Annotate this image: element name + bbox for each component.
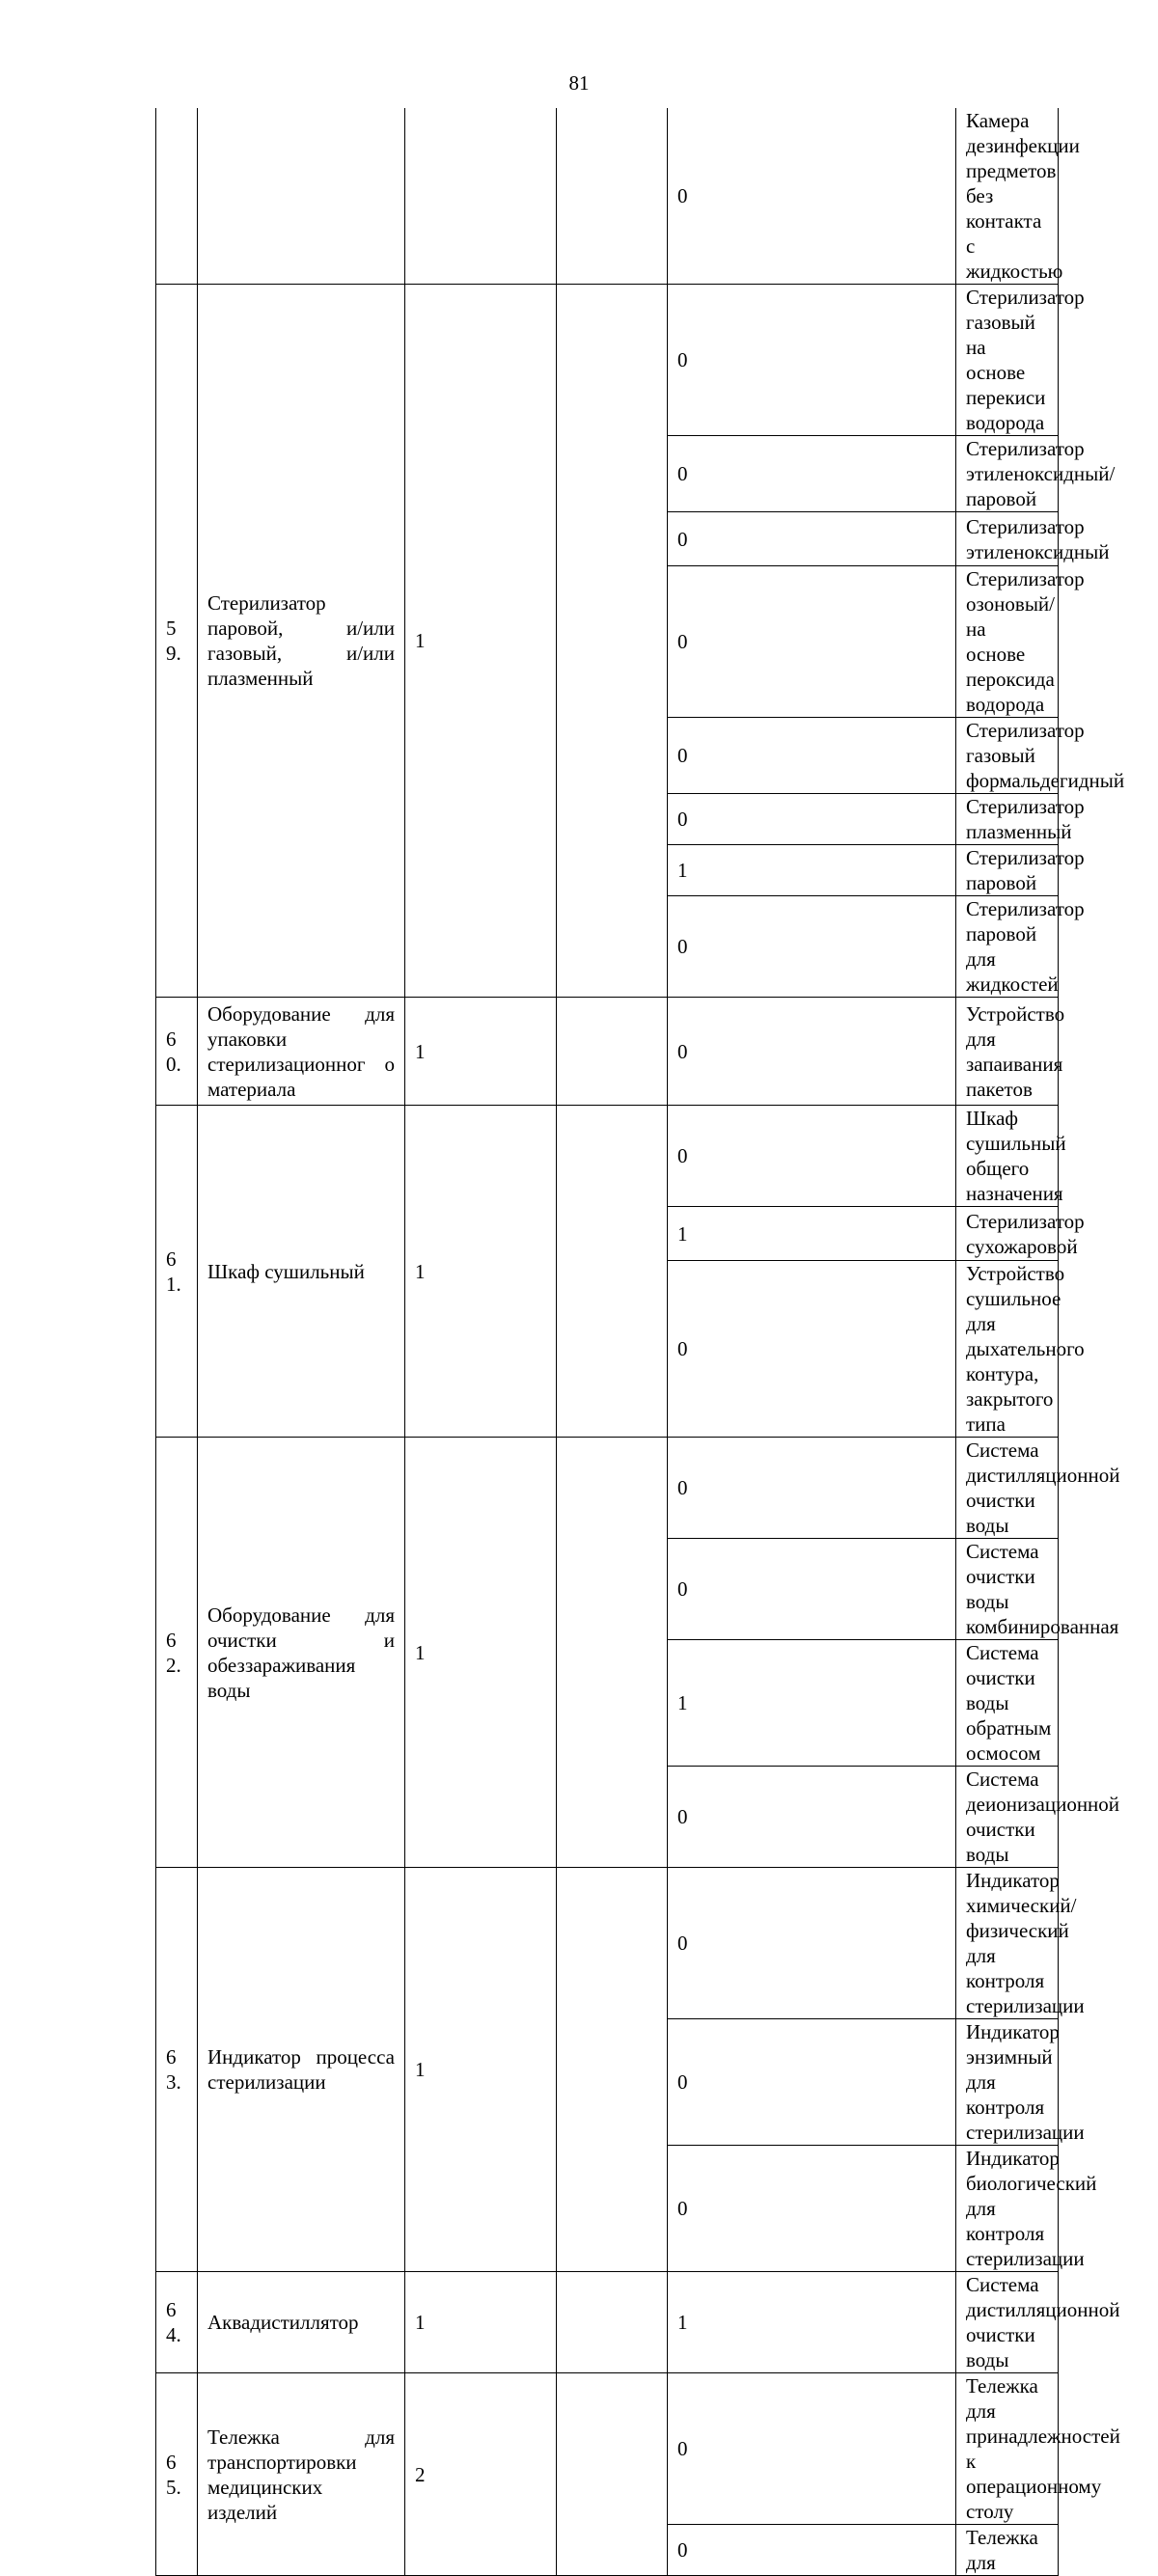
row-number (156, 108, 198, 285)
equipment-name: Индикатор процесса стерилизации (198, 1868, 405, 2272)
item-description: Устройство для запаивания пакетов (956, 998, 1059, 1106)
item-description: Стерилизатор этиленоксидный (956, 512, 1059, 566)
page-number: 81 (568, 71, 590, 95)
empty-cell (557, 1106, 668, 1438)
item-flag: 0 (668, 2019, 956, 2146)
item-description: Стерилизатор этиленоксидный/паровой (956, 436, 1059, 512)
item-description: Тележка для (956, 2525, 1059, 2576)
equipment-quantity: 1 (405, 2272, 557, 2373)
item-description: Шкаф сушильный общего назначения (956, 1106, 1059, 1207)
equipment-name (198, 108, 405, 285)
item-flag: 1 (668, 1640, 956, 1767)
table-row (156, 108, 1059, 285)
equipment-table (155, 108, 1125, 2576)
equipment-name: Стерилизатор паровой, и/или газовый, и/или плазменный (198, 285, 405, 998)
item-description: Индикатор химический/физический для контроля стерилизации (956, 1868, 1059, 2019)
equipment-name: Оборудование для упаковки стерилизационног о материала (198, 998, 405, 1106)
equipment-name: Аквадистиллятор (198, 2272, 405, 2373)
equipment-quantity: 1 (405, 1438, 557, 1868)
empty-cell (557, 2272, 668, 2373)
item-description: Система очистки воды обратным осмосом (956, 1640, 1059, 1767)
item-description: Система деионизационной очистки воды (956, 1767, 1059, 1868)
table-row (156, 1106, 1059, 1207)
row-number: 6 2. (156, 1438, 198, 1868)
item-description: Стерилизатор газовый на основе перекиси водорода (956, 285, 1059, 436)
equipment-quantity: 1 (405, 285, 557, 998)
item-flag: 0 (668, 998, 956, 1106)
item-flag: 0 (668, 2146, 956, 2272)
row-number: 6 3. (156, 1868, 198, 2272)
item-description: Стерилизатор паровой для жидкостей (956, 896, 1059, 998)
table-row (156, 285, 1059, 436)
equipment-quantity: 1 (405, 1868, 557, 2272)
item-flag: 0 (668, 566, 956, 718)
item-flag: 1 (668, 1207, 956, 1261)
row-number: 6 5. (156, 2373, 198, 2576)
table-row (156, 1438, 1059, 1539)
item-flag: 0 (668, 436, 956, 512)
empty-cell (557, 1868, 668, 2272)
equipment-quantity: 1 (405, 998, 557, 1106)
equipment-name: Тележка для транспортировки медицинских изделий (198, 2373, 405, 2576)
item-flag: 0 (668, 1539, 956, 1640)
empty-cell (557, 108, 668, 285)
item-flag: 0 (668, 1438, 956, 1539)
item-flag: 0 (668, 512, 956, 566)
item-flag: 0 (668, 794, 956, 845)
table-body (156, 108, 1125, 2576)
item-description: Стерилизатор плазменный (956, 794, 1059, 845)
item-description: Стерилизатор газовый формальдегидный (956, 718, 1059, 794)
table-row (156, 1868, 1059, 2019)
equipment-quantity (405, 108, 557, 285)
empty-cell (557, 1438, 668, 1868)
row-number: 6 0. (156, 998, 198, 1106)
equipment-quantity: 1 (405, 1106, 557, 1438)
item-description: Стерилизатор сухожаровой (956, 1207, 1059, 1261)
item-flag: 0 (668, 1767, 956, 1868)
item-description: Система дистилляционной очистки воды (956, 2272, 1059, 2373)
item-flag: 0 (668, 285, 956, 436)
item-flag: 1 (668, 2272, 956, 2373)
item-description: Индикатор биологический для контроля стерилизации (956, 2146, 1059, 2272)
table-row (156, 998, 1059, 1106)
item-description: Камера дезинфекции предметов без контакта с жидкостью (956, 108, 1059, 285)
item-description: Устройство сушильное для дыхательного контура, закрытого типа (956, 1261, 1059, 1438)
equipment-name: Оборудование для очистки и обеззараживания воды (198, 1438, 405, 1868)
row-number: 6 4. (156, 2272, 198, 2373)
item-description: Индикатор энзимный для контроля стерилизации (956, 2019, 1059, 2146)
row-number: 6 1. (156, 1106, 198, 1438)
item-description: Стерилизатор озоновый/на основе пероксида водорода (956, 566, 1059, 718)
item-description: Стерилизатор паровой (956, 845, 1059, 896)
item-flag: 0 (668, 2525, 956, 2576)
item-flag: 0 (668, 1868, 956, 2019)
item-flag: 0 (668, 108, 956, 285)
item-flag: 0 (668, 2373, 956, 2525)
table-row (156, 2272, 1059, 2373)
item-flag: 0 (668, 718, 956, 794)
item-flag: 0 (668, 1106, 956, 1207)
item-flag: 0 (668, 1261, 956, 1438)
item-flag: 0 (668, 896, 956, 998)
empty-cell (557, 998, 668, 1106)
equipment-name: Шкаф сушильный (198, 1106, 405, 1438)
equipment-quantity: 2 (405, 2373, 557, 2576)
item-description: Тележка для принадлежностей к операционному столу (956, 2373, 1059, 2525)
item-flag: 1 (668, 845, 956, 896)
row-number: 5 9. (156, 285, 198, 998)
empty-cell (557, 285, 668, 998)
item-description: Система очистки воды комбинированная (956, 1539, 1059, 1640)
table-row (156, 2373, 1059, 2525)
empty-cell (557, 2373, 668, 2576)
item-description: Система дистилляционной очистки воды (956, 1438, 1059, 1539)
